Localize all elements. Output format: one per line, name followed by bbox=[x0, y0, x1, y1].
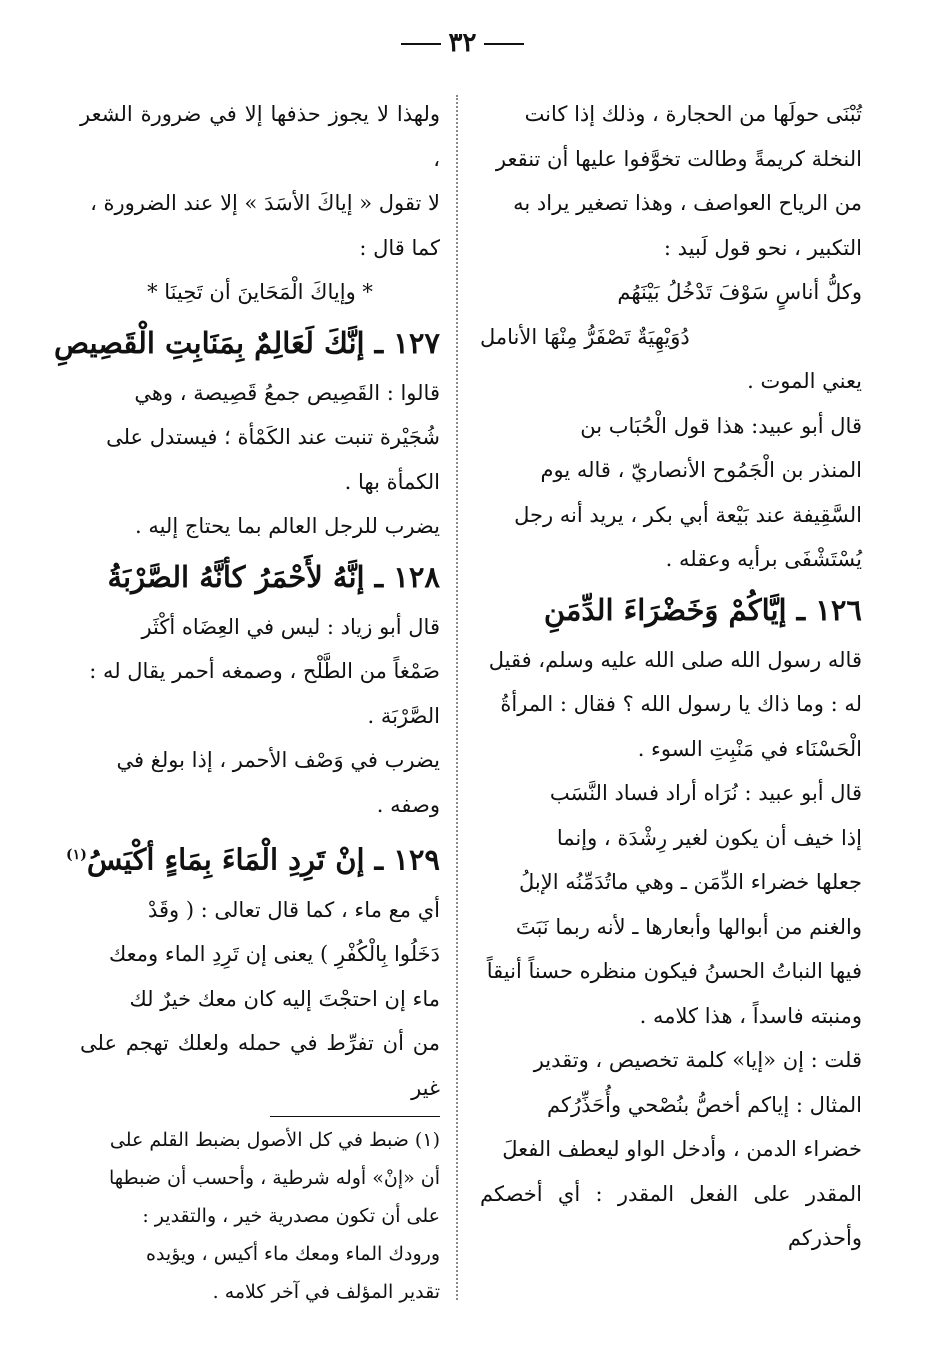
footnote-marker: (١) bbox=[66, 847, 87, 863]
footnote-line: على أن تكون مصدرية خير ، والتقدير : bbox=[142, 1205, 440, 1228]
page-header bbox=[0, 28, 925, 58]
right-para2: يعني الموت . bbox=[747, 369, 862, 393]
right-para5-line: إذا خيف أن يكون لغير رِشْدَة ، وإنما bbox=[556, 825, 862, 850]
right-para1-line: التكبير ، نحو قول لَبيد : bbox=[663, 235, 862, 260]
header-dash-left bbox=[401, 43, 441, 45]
footnote-rule bbox=[270, 1116, 440, 1117]
right-para5-line: والغنم من أبوالها وأبعارها ـ لأنه ربما نَبَتَ bbox=[515, 914, 862, 939]
page-number: ٣٢ bbox=[448, 28, 477, 58]
footnote-line: تقدير المؤلف في آخر كلامه . bbox=[212, 1281, 440, 1304]
left-para2-line: قالوا : القَصِيص جمعُ قَصِيصة ، وهي bbox=[134, 380, 440, 405]
left-para2-line: الكمأة بها . bbox=[344, 469, 440, 494]
proverb-129-text: ١٢٩ ـ إنْ تَرِدِ الْمَاءَ بِمَاءٍ أكْيَسُ bbox=[86, 842, 440, 877]
right-column bbox=[480, 92, 862, 1261]
left-para1-line: كما قال : bbox=[359, 235, 440, 260]
right-para3-line: المنذر بن الْجَمُوح الأنصاريّ ، قاله يوم bbox=[540, 458, 862, 482]
right-para4-line: الْحَسْنَاء في مَنْبِتِ السوء . bbox=[637, 736, 862, 761]
left-para5-line: وصفه . bbox=[376, 792, 440, 817]
right-para3-line: قال أبو عبيد: هذا قول الْحُبَاب بن bbox=[580, 413, 862, 438]
left-para6-line: من أن تفرِّط في حمله ولعلك تهجم على غير bbox=[80, 1031, 440, 1100]
right-para5-line: قال أبو عبيد : نُرَاه أراد فساد النَّسَب bbox=[549, 781, 862, 805]
left-para5-line: يضرب في وَصْف الأحمر ، إذا بولغ في bbox=[116, 748, 440, 772]
left-para6-line: دَخَلُوا بِالْكُفْرِ ) يعنى إن تَرِدِ الماء ومعك bbox=[108, 942, 440, 967]
left-column bbox=[53, 92, 440, 1311]
left-para6-line: أي مع ماء ، كما قال تعالى : ( وقَدْ bbox=[147, 897, 440, 922]
right-para1-line: النخلة كريمةً وطالت تخوَّفوا عليها أن تنقعر bbox=[495, 146, 862, 171]
left-para1-line: ولهذا لا يجوز حذفها إلا في ضرورة الشعر ، bbox=[80, 102, 440, 171]
right-para6-line: خضراء الدمن ، وأدخل الواو ليعطف الفعلَ bbox=[502, 1137, 862, 1161]
right-para3-line: يُسْتَشْفَى برأيه وعقله . bbox=[665, 547, 862, 571]
right-para4-line: له : وما ذاك يا رسول الله ؟ فقال : المرأةُ bbox=[500, 692, 862, 716]
proverb-heading-129 bbox=[66, 827, 440, 888]
labid-verse-line1: وكلُّ أناسٍ سَوْفَ تَدْخُلُ بَيْنَهُم bbox=[617, 280, 862, 304]
right-para5-line: ومنبته فاسداً ، هذا كلامه . bbox=[639, 1003, 862, 1028]
right-para4-line: قاله رسول الله صلى الله عليه وسلم، فقيل bbox=[488, 647, 862, 672]
right-para1-line: من الرياح العواصف ، وهذا تصغير يراد به bbox=[513, 191, 862, 215]
header-dash-right bbox=[484, 43, 524, 45]
footnote-line: أن «إنْ» أوله شرطية ، وأحسب أن ضبطها bbox=[108, 1167, 440, 1190]
proverb-heading-128: ١٢٨ ـ إنَّهُ لأَحْمَرُ كأنَّهُ الصَّرْبَةُ bbox=[107, 559, 440, 594]
proverb-heading-127: ١٢٧ ـ إنَّكَ لَعَالِمٌ بِمَنَابِتِ الْقَصِيصِ bbox=[53, 325, 440, 360]
left-para2-line: شُجَيْرة تنبت عند الكَمْأة ؛ فيستدل على bbox=[106, 425, 440, 449]
right-para3-line: السَّقِيفة عند بَيْعة أبي بكر ، يريد أنه رجل bbox=[514, 502, 862, 527]
left-para3: يضرب للرجل العالم بما يحتاج إليه . bbox=[134, 514, 440, 538]
footnote-line: ورودك الماء ومعك ماء أكيس ، ويؤيده bbox=[146, 1243, 440, 1266]
left-para4-line: قال أبو زياد : ليس في العِضَاه أكْثَر bbox=[141, 614, 440, 639]
column-divider bbox=[456, 95, 458, 1300]
left-para6-line: ماء إن احتجْتَ إليه كان معك خيرٌ لك bbox=[129, 986, 440, 1011]
right-para5-line: فيها النباتُ الحسنُ فيكون منظره حسناً أنيقاً bbox=[486, 959, 862, 983]
right-para6-line: المقدر على الفعل المقدر : أي أخصكم وأحذركم bbox=[480, 1181, 862, 1250]
right-para1-line: تُبْنَى حولَها من الحجارة ، وذلك إذا كانت bbox=[524, 102, 862, 126]
right-para6-line: قلت : إن «إيا» كلمة تخصيص ، وتقدير bbox=[533, 1048, 862, 1072]
left-para4-line: الصَّرْبَة . bbox=[367, 703, 440, 728]
proverb-heading-126: ١٢٦ ـ إيَّاكُمْ وَخَضْرَاءَ الدِّمَنِ bbox=[543, 592, 862, 627]
labid-verse-line2: دُوَيْهِيَةٌ تَصْفَرُّ مِنْهَا الأنامل bbox=[480, 324, 690, 349]
left-para4-line: صَمْغاً من الطَّلْح ، وصمغه أحمر يقال له : bbox=[89, 659, 440, 683]
left-para1-line: لا تقول « إياكَ الأسَدَ » إلا عند الضرورة ، bbox=[90, 191, 440, 215]
footnote-line: (١) ضبط في كل الأصول بضبط القلم على bbox=[109, 1129, 440, 1152]
left-verse: * وإياكَ الْمَحَاينَ أن تَحِينَا * bbox=[147, 280, 373, 304]
right-para5-line: جعلها خضراء الدِّمَن ـ وهي ماتُدَمِّنُه الإبلُ bbox=[519, 870, 862, 894]
right-para6-line: المثال : إياكم أخصُّ بنُصْحي وأُحَذِّرُكم bbox=[547, 1092, 862, 1117]
